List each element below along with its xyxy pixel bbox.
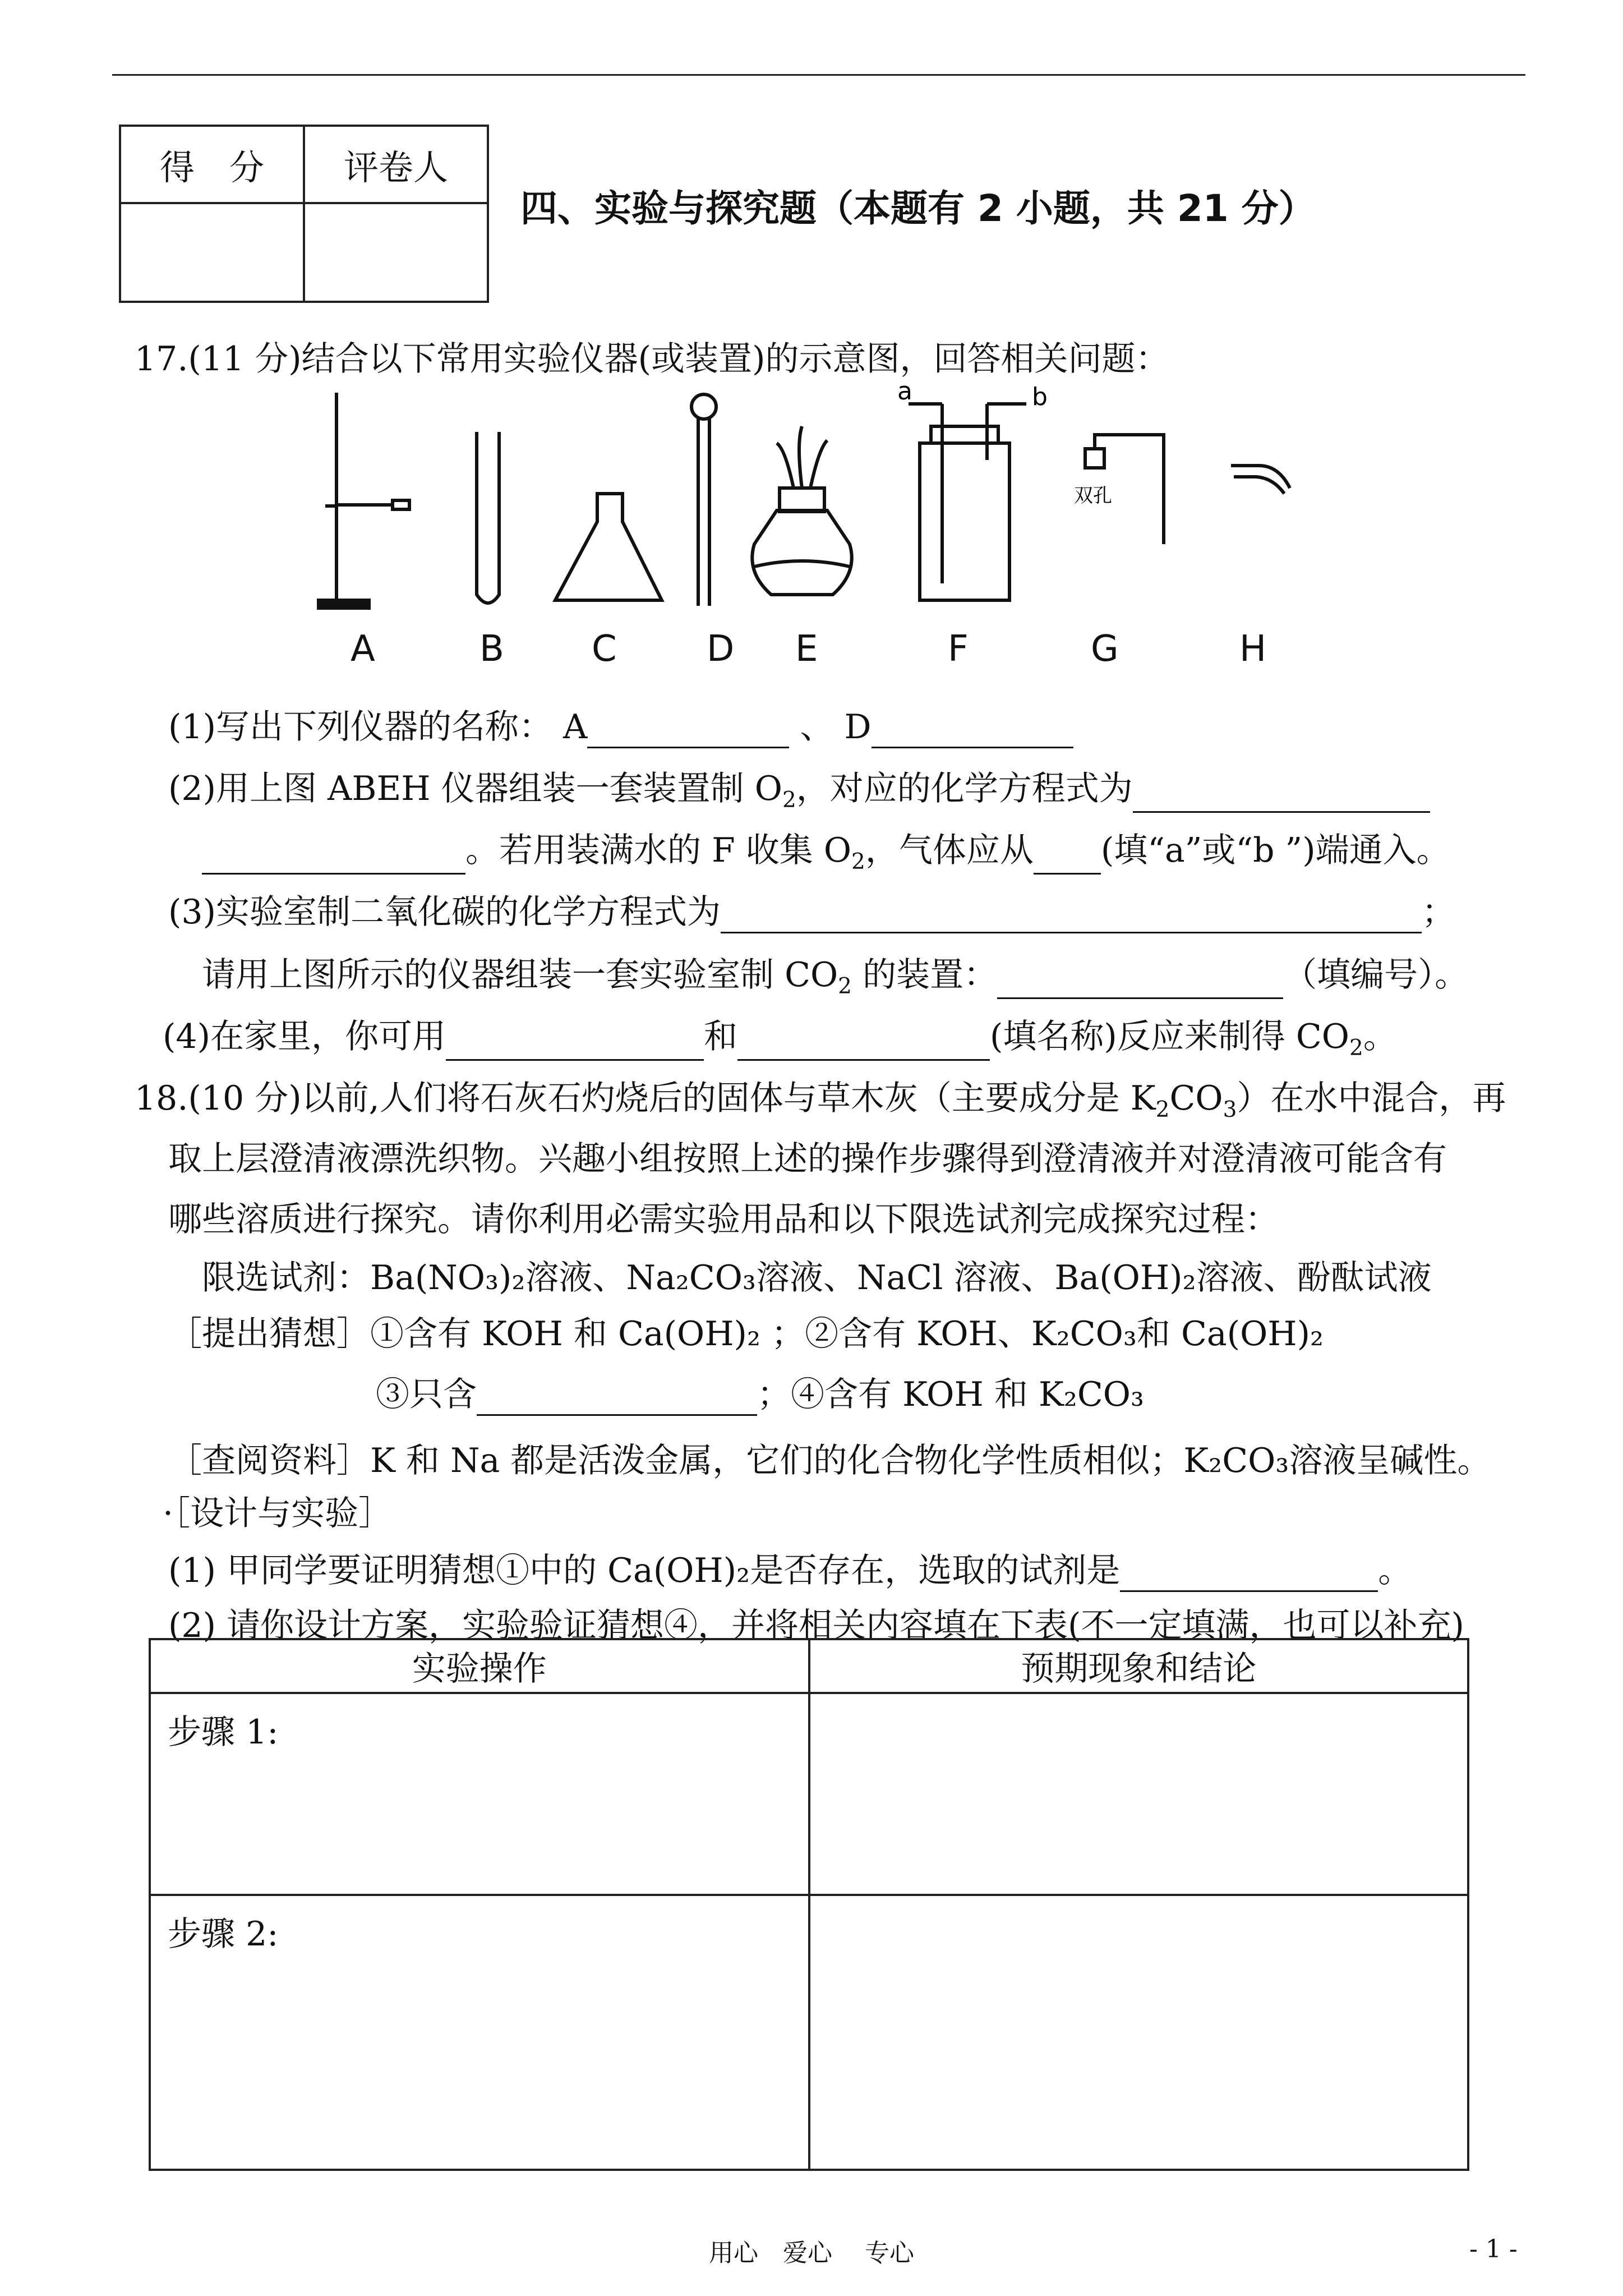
port-b-label: b xyxy=(1032,383,1048,411)
q18-l1-end: ）在水中混合，再 xyxy=(1237,1079,1506,1118)
label-h: H xyxy=(1239,628,1267,670)
funnel-drawing xyxy=(691,394,716,606)
q18-hypothesis-2 xyxy=(376,1368,1144,1416)
q18-hyp2-post: ；④含有 KOH 和 K₂CO₃ xyxy=(757,1375,1144,1414)
q17-p3-text: (3)实验室制二氧化碳的化学方程式为 xyxy=(168,892,721,932)
q18-l1-post: CO xyxy=(1169,1079,1223,1118)
answer-blank-co2-setup[interactable] xyxy=(997,968,1283,999)
double-hole-note: 双孔 xyxy=(1074,485,1112,507)
q17-p2b-text: 。若用装满水的 F 收集 O xyxy=(465,831,852,870)
answer-blank-home-1[interactable] xyxy=(446,1030,704,1061)
q17-part3b: 请用上图所示的仪器组装一套实验室制 $CO_2$ 的装置： （填编号）。 xyxy=(202,955,1469,999)
q17-p3b-mid: 的装置： xyxy=(852,955,998,995)
answer-blank-co2-eq[interactable] xyxy=(721,903,1422,933)
q17-p4-mid: 和 xyxy=(704,1017,737,1056)
conical-flask-drawing xyxy=(555,494,662,600)
q18-hypothesis-1: ［提出猜想］①含有 KOH 和 Ca(OH)₂ ；②含有 KOH、K₂CO₃和 Ca(OH)₂ xyxy=(168,1314,1324,1354)
footer: 用心 爱心 专心 xyxy=(709,2239,914,2267)
label-c: C xyxy=(592,628,617,670)
q17-p3-post: ； xyxy=(1422,892,1455,932)
q17-part2b: 。若用装满水的 F 收集 $O_2$，气体应从 (填“a”或“b ”)端通入。 xyxy=(202,823,1450,875)
step2-label: 步骤 2: xyxy=(168,1915,279,1954)
answer-blank-hypothesis[interactable] xyxy=(477,1385,757,1416)
answer-blank-reagent[interactable] xyxy=(1120,1561,1378,1592)
grader-label: 评卷人 xyxy=(304,126,488,203)
answer-blank-d[interactable] xyxy=(872,717,1073,748)
label-a: A xyxy=(351,628,375,670)
answer-blank-home-2[interactable] xyxy=(737,1030,990,1061)
q18-design-heading: ·［设计与实验］ xyxy=(163,1494,393,1533)
q17-p2b-mid: ，气体应从 xyxy=(865,831,1034,870)
q17-p2-post: ，对应的化学方程式为 xyxy=(796,769,1133,808)
q17-part3 xyxy=(168,885,1455,933)
alcohol-lamp-drawing xyxy=(752,426,852,595)
q17-p4-end: 。 xyxy=(1363,1017,1397,1056)
q17-p4-text: (4)在家里，你可用 xyxy=(163,1017,446,1056)
q18-line3: 哪些溶质进行探究。请你利用必需实验用品和以下限选试剂完成探究过程： xyxy=(168,1200,1279,1239)
step1-cell[interactable] xyxy=(150,1693,809,1895)
label-b: B xyxy=(479,628,504,670)
q18-design-1 xyxy=(168,1544,1412,1592)
q17-p4-post: (填名称)反应来制得 CO xyxy=(990,1017,1349,1056)
test-tube-drawing xyxy=(477,432,499,603)
q18-design-2: (2) 请你设计方案，实验验证猜想④，并将相关内容填在下表(不一定填满，也可以补充) xyxy=(168,1606,1464,1645)
answer-blank-a[interactable] xyxy=(587,717,789,748)
top-rule xyxy=(112,74,1525,76)
step2-cell[interactable] xyxy=(150,1895,809,2170)
header-operation: 实验操作 xyxy=(150,1639,809,1693)
score-cell[interactable] xyxy=(120,203,304,302)
label-f: F xyxy=(948,628,969,670)
page-number: - 1 - xyxy=(1469,2235,1518,2263)
q18-line1: 18.(10 分)以前,人们将石灰石灼烧后的固体与草木灰（主要成分是 $K_2CO_3$）在水中混合，再 xyxy=(135,1079,1506,1122)
q18-info: ［查阅资料］K 和 Na 都是活泼金属，它们的化合物化学性质相似；K₂CO₃溶液呈碱性。 xyxy=(168,1441,1491,1480)
step2-result-cell[interactable] xyxy=(809,1895,1469,2170)
label-d: D xyxy=(707,628,735,670)
experiment-table xyxy=(149,1638,1469,2171)
label-e: E xyxy=(795,628,818,670)
q18-l1-text: 18.(10 分)以前,人们将石灰石灼烧后的固体与草木灰（主要成分是 K xyxy=(135,1079,1156,1118)
answer-blank-o2-eq[interactable] xyxy=(1133,782,1430,813)
score-label: 得 分 xyxy=(120,126,304,203)
grader-cell[interactable] xyxy=(304,203,488,302)
rubber-tube-drawing xyxy=(1231,466,1290,494)
iron-stand-drawing xyxy=(319,393,409,608)
q18-reagents: 限选试剂：Ba(NO₃)₂溶液、Na₂CO₃溶液、NaCl 溶液、Ba(OH)₂溶液、酚酞试液 xyxy=(202,1258,1432,1297)
q17-p2-text: (2)用上图 ABEH 仪器组装一套装置制 O xyxy=(168,769,782,808)
q17-stem: 17.(11 分)结合以下常用实验仪器(或装置)的示意图，回答相关问题： xyxy=(135,339,1169,379)
apparatus-figure xyxy=(303,381,1312,617)
step1-result-cell[interactable] xyxy=(809,1693,1469,1895)
port-a-label: a xyxy=(897,381,912,406)
gas-bottle-drawing xyxy=(909,404,1026,600)
q17-p1-text: (1)写出下列仪器的名称： A xyxy=(168,707,588,747)
step1-label: 步骤 1: xyxy=(168,1713,279,1752)
q17-p3b-post: （填编号）。 xyxy=(1283,955,1469,995)
answer-blank-port[interactable] xyxy=(1034,844,1101,875)
q17-p1-mid: 、 D xyxy=(789,707,872,747)
score-box xyxy=(119,125,489,303)
q18-line2: 取上层澄清液漂洗织物。兴趣小组按照上述的操作步骤得到澄清液并对澄清液可能含有 xyxy=(168,1139,1447,1179)
q17-part1 xyxy=(168,700,1073,748)
q18-hyp2-pre: ③只含 xyxy=(376,1375,477,1414)
q17-part4: (4)在家里，你可用 和 (填名称)反应来制得 $CO_2$。 xyxy=(163,1017,1397,1061)
label-g: G xyxy=(1091,628,1119,670)
section-title: 四、实验与探究题（本题有 2 小题，共 21 分） xyxy=(520,187,1316,230)
q18-d1-post: 。 xyxy=(1378,1551,1412,1590)
q18-d1-text: (1) 甲同学要证明猜想①中的 Ca(OH)₂是否存在，选取的试剂是 xyxy=(168,1551,1121,1590)
q17-p2b-post: (填“a”或“b ”)端通入。 xyxy=(1100,831,1450,870)
header-result: 预期现象和结论 xyxy=(809,1639,1469,1693)
answer-blank-o2-eq-2[interactable] xyxy=(202,844,465,875)
q17-p3b-text: 请用上图所示的仪器组装一套实验室制 CO xyxy=(202,955,838,995)
q17-part2: (2)用上图 ABEH 仪器组装一套装置制 $O_2$，对应的化学方程式为 xyxy=(168,762,1430,813)
